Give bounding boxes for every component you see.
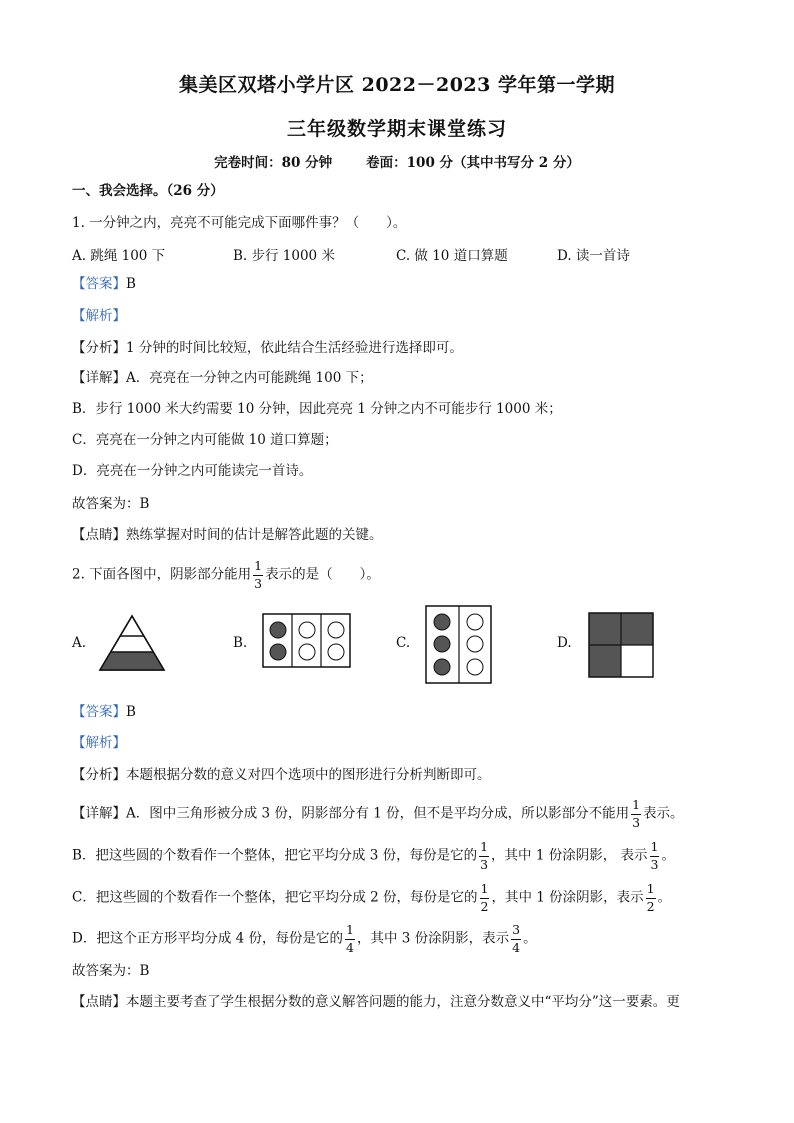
square-figure <box>588 612 654 678</box>
answer-tag: 【答案】 <box>72 276 126 292</box>
xd-pre: D．把这个正方形平均分成 4 份，每份是它的 <box>72 930 343 947</box>
fenxi-text: 1 分钟的时间比较短，依此结合生活经验进行选择即可。 <box>126 340 463 356</box>
dianjing-tag: 【点睛】 <box>72 527 126 543</box>
triangle-figure <box>98 612 166 672</box>
circle-empty <box>328 622 344 638</box>
q1-analysis-tag: 【解析】 <box>72 308 126 324</box>
q2-xiangjie-a <box>72 799 684 829</box>
q2-conclusion: 故答案为：B <box>72 963 150 979</box>
xd-mid: ，其中 3 份涂阴影，表示 <box>356 930 510 947</box>
fenxi-text: 本题根据分数的意义对四个选项中的图形进行分析判断即可。 <box>126 767 491 783</box>
circle-shaded <box>434 614 450 630</box>
frac-numerator: 1 <box>253 560 263 576</box>
q2-fenxi <box>72 765 491 785</box>
frac-denominator: 3 <box>650 856 659 872</box>
section-heading: 一、我会选择。（26 分） <box>72 183 224 199</box>
square-quadrant-shaded <box>589 645 621 677</box>
xd-post: 。 <box>523 930 537 947</box>
xc-post: 。 <box>657 889 672 906</box>
q2-question-post: 表示的是（ ）。 <box>265 566 380 583</box>
xb-post: 。 <box>661 847 675 864</box>
xb-pre: B．把这些圆的个数看作一个整体，把它平均分成 3 份，每份是它的 <box>72 847 478 864</box>
frac-numerator: 1 <box>650 841 660 857</box>
frac-denominator: 3 <box>632 814 641 830</box>
circle-empty <box>467 614 483 630</box>
frac-denominator: 4 <box>346 939 354 955</box>
answer-value: B <box>126 276 136 292</box>
q2-question-pre: 2. 下面各图中，阴影部分能用 <box>72 566 252 583</box>
frac-numerator: 1 <box>345 924 355 940</box>
q1-conclusion: 故答案为：B <box>72 496 150 512</box>
frac-numerator: 1 <box>480 883 490 899</box>
fraction-one-third <box>650 841 660 871</box>
frac-denominator: 2 <box>646 898 655 914</box>
q1-option-d: D. 读一首诗 <box>557 248 630 264</box>
q2-xiangjie-c <box>72 883 671 913</box>
q1-xiangjie <box>72 368 373 388</box>
q2-option-a-label: A. <box>72 635 87 651</box>
circle-empty <box>328 644 344 660</box>
xa-pre: A．图中三角形被分成 3 份，阴影部分有 1 份，但不是平均分成，所以影部分不能用 <box>126 805 630 822</box>
circle-empty <box>299 622 315 638</box>
square-quadrant-empty <box>621 645 653 677</box>
fenxi-tag: 【分析】 <box>72 340 126 356</box>
q1-option-b: B. 步行 1000 米 <box>233 248 335 264</box>
exam-time: 完卷时间：80 分钟 <box>214 155 333 171</box>
answer-tag: 【答案】 <box>72 704 126 720</box>
q1-question: 1. 一分钟之内，亮亮不可能完成下面哪件事？（ ）。 <box>72 215 407 231</box>
frac-denominator: 3 <box>480 856 489 872</box>
q2-dianjing <box>72 992 680 1012</box>
q2-question <box>72 560 380 590</box>
circles-figure-b <box>262 613 352 669</box>
fraction-one-fourth <box>345 924 355 954</box>
page-title: 集美区双塔小学片区 2022－2023 学年第一学期 <box>179 74 615 96</box>
circle-empty <box>467 659 483 675</box>
frac-numerator: 3 <box>511 924 521 940</box>
q1-dianjing <box>72 525 383 545</box>
answer-value: B <box>126 704 136 720</box>
circles-figure-c <box>425 605 493 685</box>
frac-numerator: 1 <box>631 799 641 815</box>
circle-empty <box>467 636 483 652</box>
exam-info <box>0 151 794 171</box>
q1-option-a: A. 跳绳 100 下 <box>72 248 166 264</box>
fraction-one-half <box>480 883 490 913</box>
frac-numerator: 1 <box>646 883 656 899</box>
fenxi-tag: 【分析】 <box>72 767 126 783</box>
q1-fenxi <box>72 338 463 358</box>
q2-option-c-label: C. <box>396 635 411 651</box>
circle-shaded <box>434 636 450 652</box>
circle-shaded <box>270 644 286 660</box>
q1-xiangjie-b: B．步行 1000 米大约需要 10 分钟，因此亮亮 1 分钟之内不可能步行 1000 米； <box>72 401 562 417</box>
frac-denominator: 2 <box>480 898 489 914</box>
q2-xiangjie-d <box>72 924 537 954</box>
q1-xiangjie-d: D．亮亮在一分钟之内可能读完一首诗。 <box>72 463 313 479</box>
dianjing-text: 本题主要考查了学生根据分数的意义解答问题的能力，注意分数意义中“平均分”这一要素。更 <box>126 994 680 1010</box>
fraction-one-third <box>631 799 641 829</box>
xc-pre: C．把这些圆的个数看作一个整体，把它平均分成 2 份，每份是它的 <box>72 889 478 906</box>
dianjing-tag: 【点睛】 <box>72 994 126 1010</box>
dianjing-text: 熟练掌握对时间的估计是解答此题的关键。 <box>126 527 383 543</box>
exam-score: 卷面：100 分（其中书写分 2 分） <box>366 155 580 171</box>
xiangjie-tag: 【详解】 <box>72 805 126 822</box>
page-subtitle: 三年级数学期末课堂练习 <box>286 118 507 140</box>
xiangjie-tag: 【详解】 <box>72 370 126 386</box>
fraction-one-half <box>646 883 656 913</box>
circle-shaded <box>270 622 286 638</box>
fraction-one-third <box>479 841 489 871</box>
q2-xiangjie-b <box>72 841 675 871</box>
frac-denominator: 4 <box>512 939 521 955</box>
xc-mid: ，其中 1 份涂阴影，表示 <box>491 889 644 906</box>
frac-numerator: 1 <box>479 841 489 857</box>
q2-option-d-label: D. <box>557 635 572 651</box>
xa-post: 表示。 <box>643 805 684 822</box>
xiangjie-a: A．亮亮在一分钟之内可能跳绳 100 下； <box>126 370 373 386</box>
circle-shaded <box>434 659 450 675</box>
fraction-three-fourths <box>511 924 521 954</box>
q2-answer <box>72 702 136 722</box>
square-quadrant-shaded <box>621 613 653 645</box>
q1-option-c: C. 做 10 道口算题 <box>396 248 508 264</box>
q1-xiangjie-c: C．亮亮在一分钟之内可能做 10 道口算题； <box>72 432 338 448</box>
xb-mid: ，其中 1 份涂阴影， 表示 <box>491 847 648 864</box>
frac-denominator: 3 <box>254 575 263 591</box>
circle-empty <box>299 644 315 660</box>
q1-answer <box>72 274 136 294</box>
q2-analysis-tag: 【解析】 <box>72 735 126 751</box>
fraction-one-third <box>253 560 263 590</box>
q2-option-b-label: B. <box>233 635 248 651</box>
square-quadrant-shaded <box>589 613 621 645</box>
